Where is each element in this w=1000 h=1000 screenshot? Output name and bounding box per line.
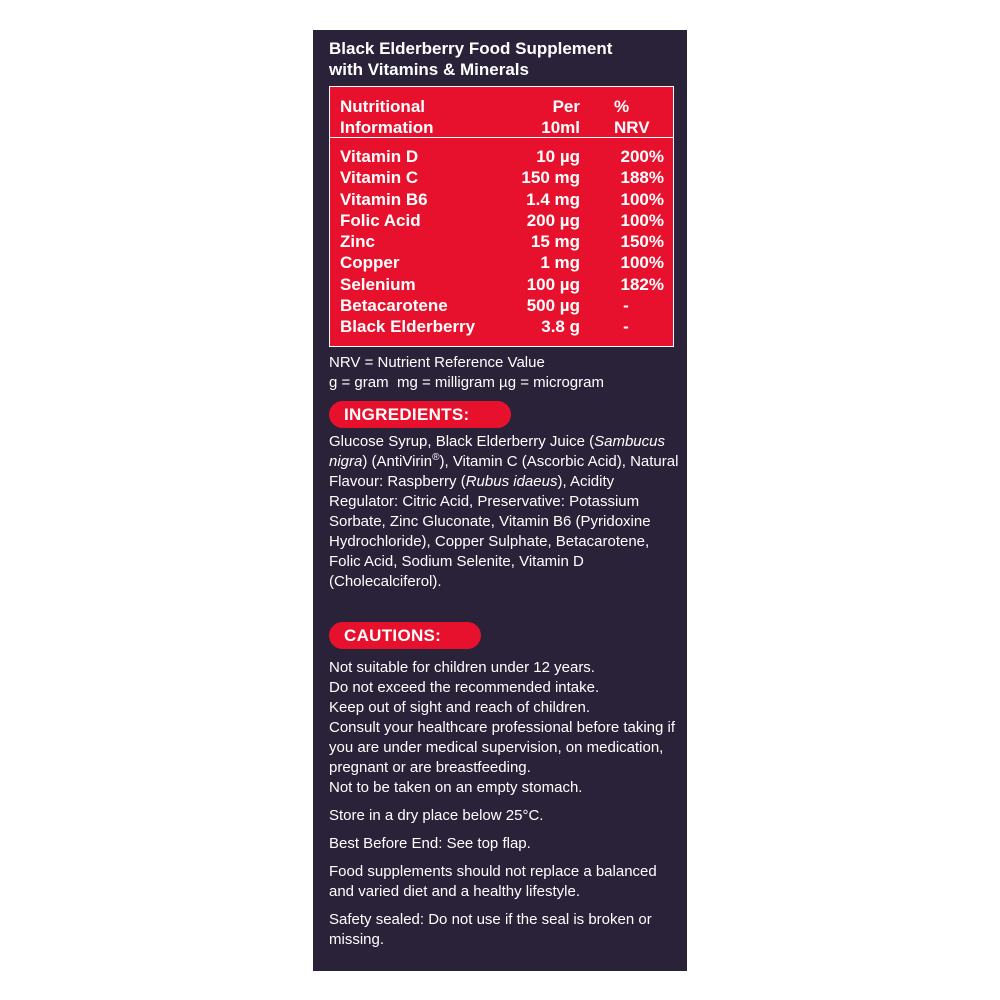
header-per-line1: Per: [552, 97, 580, 116]
supplement-label-panel: [313, 30, 687, 971]
nutrient-amount: 150 mg: [521, 168, 580, 188]
header-per-10ml: [500, 96, 580, 138]
nutrient-name: Betacarotene: [340, 296, 448, 316]
table-row: [330, 146, 673, 167]
header-nutritional-information: [340, 96, 510, 138]
safety-note: Safety sealed: Do not use if the seal is broken or missing.: [329, 911, 652, 948]
header-nrv: [614, 96, 674, 138]
table-row: [330, 274, 673, 295]
nutrition-legend: [329, 353, 674, 393]
nutrient-name: Selenium: [340, 274, 416, 294]
ingredients-text-part: ), Vitamin C (Ascorbic Acid), Natural Flavour: Raspberry (: [329, 453, 679, 490]
header-nrv-line1: %: [614, 97, 630, 116]
nutrient-nrv: 182%: [620, 274, 664, 294]
ingredients-text-part: ) (AntiVirin: [362, 453, 433, 470]
nutrient-amount: 3.8 g: [541, 317, 580, 337]
nutrient-nrv: 100%: [620, 253, 664, 273]
nutrient-name: Vitamin D: [340, 147, 419, 166]
nutrient-name: Vitamin B6: [340, 189, 428, 209]
nutrition-table-header: [330, 87, 673, 138]
table-row: [330, 210, 673, 231]
latin-name-sambucus: Sambucus nigra: [329, 433, 665, 470]
nutrient-amount: 500 µg: [526, 296, 580, 316]
product-title: [329, 38, 674, 80]
nutrient-nrv: -: [623, 317, 629, 337]
latin-name-rubus: Rubus idaeus: [465, 473, 558, 490]
supplements-note: Food supplements should not replace a balanced and varied diet and a healthy lifestyle.: [329, 863, 657, 900]
legend-units: g = gram mg = milligram µg = microgram: [329, 374, 604, 391]
nutrient-amount: 200 µg: [526, 210, 580, 230]
nutrient-name: Black Elderberry: [340, 317, 476, 337]
nutrient-amount: 15 mg: [530, 232, 580, 252]
header-nrv-line2: NRV: [614, 118, 650, 137]
nutrient-nrv: -: [623, 296, 629, 316]
ingredients-text-part: Glucose Syrup, Black Elderberry Juice (: [329, 433, 595, 450]
table-row: [330, 316, 673, 337]
caution-line: Consult your healthcare professional before taking if you are under medical supervision, on medication, pregnant or are breastfeeding.: [329, 719, 676, 776]
header-name-line1: Nutritional: [340, 97, 425, 116]
cautions-heading: CAUTIONS:: [329, 622, 481, 649]
table-row: [330, 252, 673, 273]
nutrient-amount: 10 µg: [536, 147, 580, 166]
table-row: [330, 189, 673, 210]
nutrient-amount: 1.4 mg: [526, 189, 580, 209]
ingredients-text-part: ), Acidity Regulator: Citric Acid, Preservative: Potassium Sorbate, Zinc Gluconate, Vitamin B6 (Pyridoxine Hydrochloride), Copper Sulphate, Betacarotene, Folic Acid, Sodium Selenite, Vitamin D (Cholecalciferol).: [329, 473, 651, 590]
ingredients-text: [329, 432, 679, 592]
table-row: [330, 295, 673, 316]
nutrition-rows: [330, 146, 673, 338]
cautions-text: [329, 658, 679, 958]
nutrient-name: Copper: [340, 253, 400, 273]
nutrient-name: Zinc: [340, 232, 375, 252]
nutrient-name: Folic Acid: [340, 210, 421, 230]
nutrient-nrv: 100%: [620, 210, 664, 230]
product-title-line1: Black Elderberry Food Supplement: [329, 39, 613, 58]
storage-instruction: Store in a dry place below 25°C.: [329, 807, 544, 824]
nutrient-amount: 1 mg: [540, 253, 580, 273]
caution-line: Keep out of sight and reach of children.: [329, 699, 591, 716]
nutrient-nrv: 150%: [620, 232, 664, 252]
header-per-line2: 10ml: [541, 118, 580, 137]
product-title-line2: with Vitamins & Minerals: [329, 60, 529, 79]
caution-line: Do not exceed the recommended intake.: [329, 679, 600, 696]
nutrient-nrv: 100%: [620, 189, 664, 209]
nutrient-nrv: 188%: [620, 168, 664, 188]
legend-nrv: NRV = Nutrient Reference Value: [329, 354, 545, 371]
caution-line: Not to be taken on an empty stomach.: [329, 779, 583, 796]
best-before-note: Best Before End: See top flap.: [329, 835, 531, 852]
header-name-line2: Information: [340, 118, 434, 137]
nutrient-nrv: 200%: [620, 147, 664, 166]
table-row: [330, 231, 673, 252]
nutrient-amount: 100 µg: [526, 274, 580, 294]
table-row: [330, 167, 673, 188]
caution-line: Not suitable for children under 12 years.: [329, 659, 595, 676]
ingredients-heading: INGREDIENTS:: [329, 401, 511, 428]
nutrition-table: [329, 86, 674, 347]
registered-mark: ®: [432, 452, 440, 463]
nutrient-name: Vitamin C: [340, 168, 419, 188]
